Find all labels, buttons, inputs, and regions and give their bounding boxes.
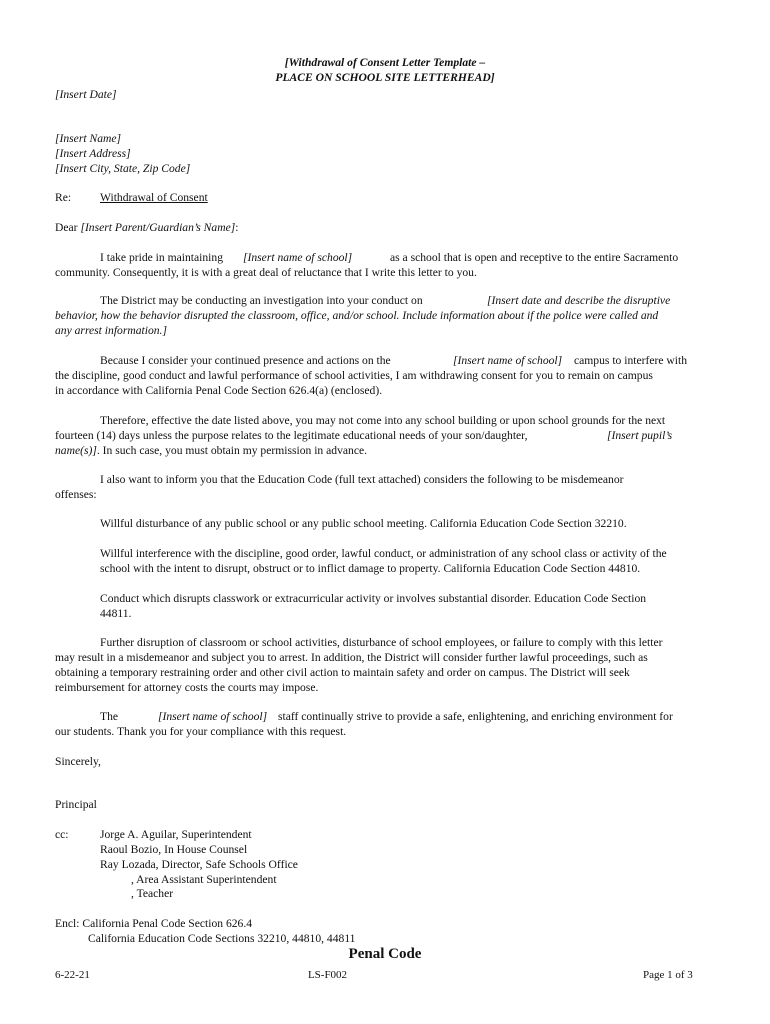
p6-line2: may result in a misdemeanor and subject you to arrest. In addition, the District will consider further lawful proceedings, such as — [55, 651, 648, 664]
re-label: Re: — [55, 191, 72, 204]
salutation-placeholder: [Insert Parent/Guardian’s Name] — [80, 221, 236, 234]
p2-placeholder-line2: behavior, how the behavior disrupted the classroom, office, and/or school. Include information about if the police were called and — [55, 309, 659, 322]
footer-date: 6-22-21 — [55, 969, 90, 981]
cc-item: Raoul Bozio, In House Counsel — [100, 843, 248, 856]
offense-32210: Willful disturbance of any public school or any public school meeting. California Education Code Section 32210. — [100, 517, 627, 530]
recipient-name: [Insert Name] — [55, 132, 122, 145]
p5-line1: I also want to inform you that the Education Code (full text attached) considers the following to be misdemeanor — [100, 473, 624, 486]
footer-form-id: LS-F002 — [307, 969, 348, 981]
salutation-suffix: : — [235, 221, 239, 234]
offense-44811-line2: 44811. — [100, 607, 132, 620]
p3-school-placeholder: [Insert name of school] — [453, 354, 563, 367]
p7-text-b: staff continually strive to provide a safe, enlightening, and enriching environment for — [278, 710, 673, 723]
p6-line4: reimbursement for attorney costs the courts may impose. — [55, 681, 319, 694]
cc-item: , Area Assistant Superintendent — [131, 873, 277, 886]
p1-text-b: as a school that is open and receptive to the entire Sacramento — [390, 251, 679, 264]
p7-text-a: The — [100, 710, 119, 723]
offense-44810-line2: school with the intent to disrupt, obstruct or to inflict damage to property. California Education Code Section 44810. — [100, 562, 641, 575]
p4-line3 — [55, 443, 367, 458]
cc-item: Jorge A. Aguilar, Superintendent — [100, 828, 252, 841]
p1-text-a: I take pride in maintaining — [100, 251, 223, 264]
offense-44811-line1: Conduct which disrupts classwork or extracurricular activity or involves substantial disorder. Education Code Section — [100, 592, 647, 605]
enclosures-line1: Encl: California Penal Code Section 626.4 — [55, 917, 253, 930]
p2-placeholder-line3: any arrest information.] — [55, 324, 167, 337]
p2-text-a: The District may be conducting an investigation into your conduct on — [100, 294, 423, 307]
p6-line1: Further disruption of classroom or school activities, disturbance of school employees, or failure to comply with this letter — [100, 636, 663, 649]
offense-44810-line1: Willful interference with the discipline, good order, lawful conduct, or administration of any school class or activity of the — [100, 547, 667, 560]
p5-line2: offenses: — [55, 488, 97, 501]
recipient-city: [Insert City, State, Zip Code] — [55, 162, 191, 175]
penal-code-heading: Penal Code — [348, 946, 422, 962]
p4-line3-rest: . In such case, you must obtain my permission in advance. — [96, 444, 368, 457]
p4-line1: Therefore, effective the date listed above, you may not come into any school building or upon school grounds for the next — [100, 414, 666, 427]
cc-item: , Teacher — [131, 887, 174, 900]
p3-text-a: Because I consider your continued presence and actions on the — [100, 354, 391, 367]
footer-page-number: Page 1 of 3 — [643, 969, 693, 981]
enclosures-line2: California Education Code Sections 32210, 44810, 44811 — [88, 932, 356, 945]
p3-line2: the discipline, good conduct and lawful performance of school activities, I am withdrawing consent for you to remain on campus — [55, 369, 653, 382]
salutation-prefix: Dear — [55, 221, 81, 234]
p2-placeholder-line1: [Insert date and describe the disruptive — [487, 294, 671, 307]
signer-title: Principal — [55, 798, 97, 811]
p6-line3: obtaining a temporary restraining order and other civil action to maintain safety and order on campus. The District will seek — [55, 666, 630, 679]
p1-school-placeholder: [Insert name of school] — [243, 251, 353, 264]
p1-line2: community. Consequently, it is with a great deal of reluctance that I write this letter to you. — [55, 266, 477, 279]
recipient-address: [Insert Address] — [55, 147, 131, 160]
p4-pupil-placeholder-a: [Insert pupil’s — [607, 429, 673, 442]
re-subject: Withdrawal of Consent — [100, 191, 208, 204]
salutation — [55, 220, 238, 235]
template-title-line2: PLACE ON SCHOOL SITE LETTERHEAD] — [275, 71, 495, 84]
p3-text-b: campus to interfere with — [574, 354, 687, 367]
p4-pupil-placeholder-b: name(s)] — [55, 444, 97, 457]
p3-line3: in accordance with California Penal Code Section 626.4(a) (enclosed). — [55, 384, 383, 397]
cc-item: Ray Lozada, Director, Safe Schools Office — [100, 858, 298, 871]
p7-line2: our students. Thank you for your compliance with this request. — [55, 725, 347, 738]
closing: Sincerely, — [55, 755, 101, 768]
insert-date: [Insert Date] — [55, 88, 117, 101]
p7-school-placeholder: [Insert name of school] — [158, 710, 268, 723]
template-title-line1: [Withdrawal of Consent Letter Template – — [284, 56, 486, 69]
cc-label: cc: — [55, 828, 69, 841]
p4-line2: fourteen (14) days unless the purpose relates to the legitimate educational needs of your son/daughter, — [55, 429, 528, 442]
